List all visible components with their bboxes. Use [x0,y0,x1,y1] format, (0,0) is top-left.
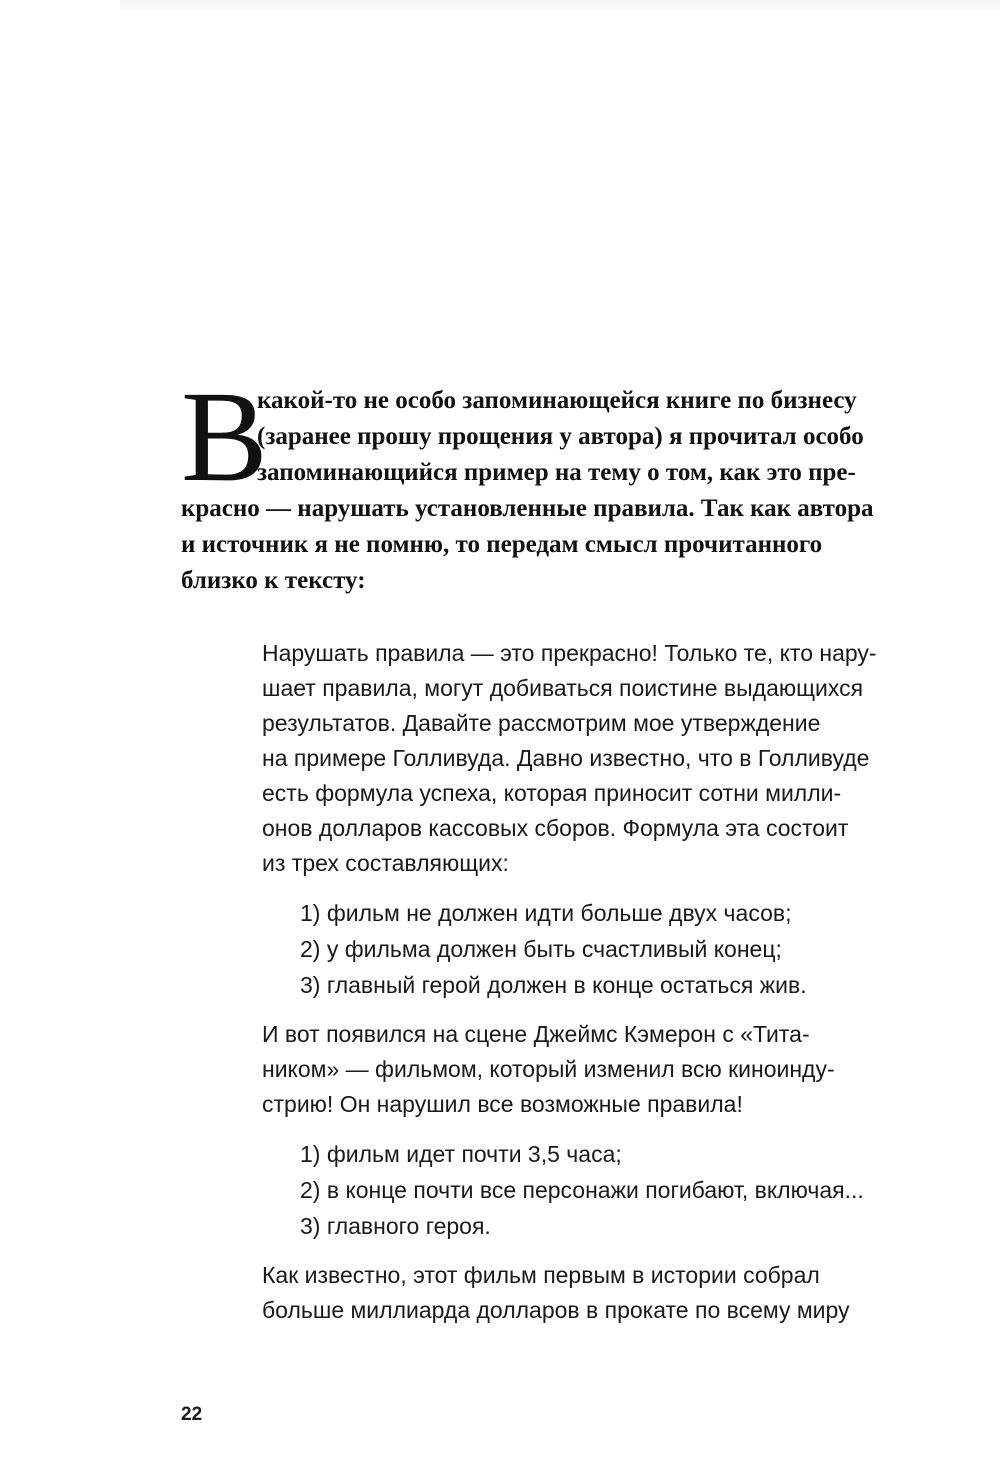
intro-line: близко к тексту: [181,567,366,594]
intro-line: запоминающийся пример на тему о том, как это пре- [257,459,856,486]
intro-line: какой-то не особо запоминающейся книге по бизнесу [257,387,857,414]
page-edge-shadow [120,0,1000,14]
intro-line: и источник я не помню, то передам смысл прочитанного [181,531,823,558]
quote-line: на примере Голливуда. Давно известно, что в Голливуде [262,745,870,771]
list-item: 2) в конце почти все персонажи погибают, включая... [300,1177,864,1203]
quote-paragraph-2 [262,1017,952,1122]
quote-line: Нарушать правила — это прекрасно! Только те, кто нару- [262,640,877,666]
list-item: 3) главного героя. [300,1213,491,1239]
titanic-list [262,1136,952,1244]
quote-line: Как известно, этот фильм первым в истории собрал [262,1262,820,1288]
list-item: 3) главный герой должен в конце остаться жив. [300,972,807,998]
rules-list [262,895,952,1003]
quote-line: из трех составляющих: [262,850,509,876]
intro-line: (заранее прошу прощения у автора) я прочитал особо [257,423,864,450]
quote-paragraph-3 [262,1258,952,1328]
quote-block [262,636,952,1342]
list-item: 1) фильм не должен идти больше двух часов; [300,900,792,926]
quote-line: стрию! Он нарушил все возможные правила! [262,1091,743,1117]
quote-line: есть формула успеха, которая приносит сотни милли- [262,780,842,806]
quote-line: больше миллиарда долларов в прокате по всему миру [262,1297,850,1323]
quote-line: онов долларов кассовых сборов. Формула эта состоит [262,815,849,841]
intro-paragraph [181,365,941,599]
quote-line: ником» — фильмом, который изменил всю киноинду- [262,1056,835,1082]
drop-cap: В [181,365,268,509]
quote-line: результатов. Давайте рассмотрим мое утверждение [262,710,821,736]
quote-paragraph-1 [262,636,952,881]
page-number: 22 [181,1404,203,1425]
quote-line: И вот появился на сцене Джеймс Кэмерон с «Тита- [262,1021,810,1047]
quote-line: шает правила, могут добиваться поистине выдающихся [262,675,864,701]
list-item: 2) у фильма должен быть счастливый конец; [300,936,782,962]
intro-line: красно — нарушать установленные правила. Так как автора [181,495,874,522]
list-item: 1) фильм идет почти 3,5 часа; [300,1141,622,1167]
